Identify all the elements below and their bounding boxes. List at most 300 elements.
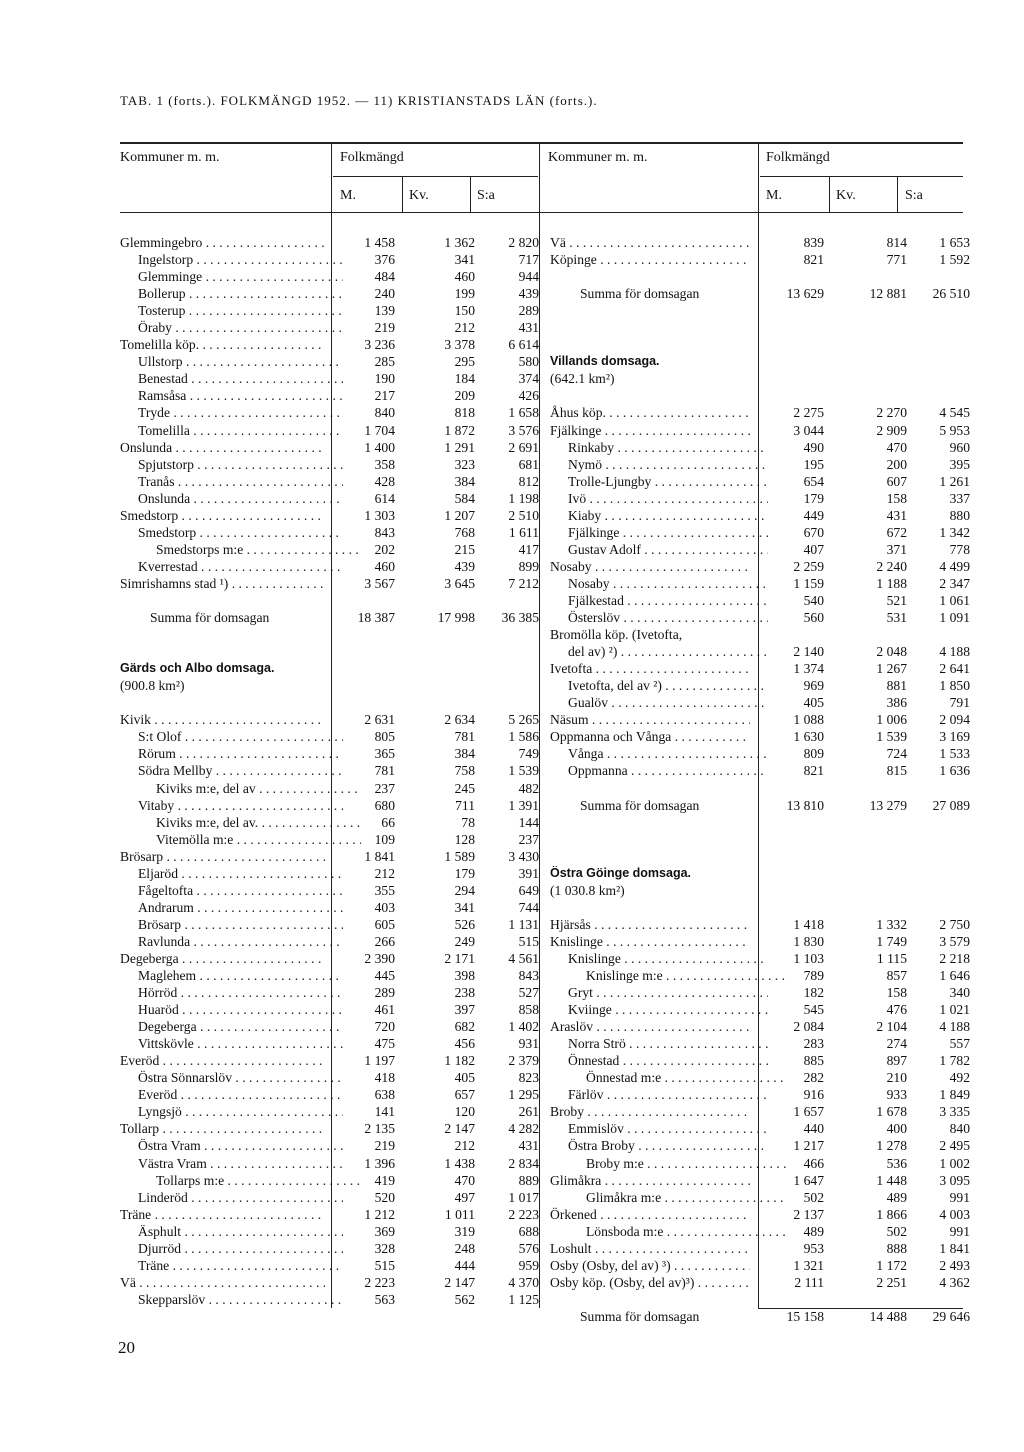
- men-value: 605: [374, 916, 395, 932]
- total-value: 5 265: [508, 712, 539, 728]
- kommun-label: Kivik . . .: [120, 712, 325, 728]
- women-value: 1 115: [876, 950, 907, 966]
- kommun-label: Knislinge m:e . . .: [550, 968, 786, 984]
- spacer-row: [550, 815, 750, 832]
- total-value: 2 834: [508, 1155, 539, 1171]
- table-row: [550, 1155, 970, 1173]
- men-value: 1 197: [364, 1053, 395, 1069]
- spacer-row: [550, 900, 750, 917]
- women-value: 245: [454, 780, 475, 796]
- kommun-label: Tomelilla köp. . . .: [120, 337, 325, 353]
- total-value: 4 545: [939, 405, 970, 421]
- women-value: 3 645: [444, 575, 475, 591]
- kommun-label: Ivetofta . . .: [550, 661, 750, 677]
- table-row: [120, 337, 539, 354]
- header-bottom-rule: [120, 212, 963, 213]
- kommun-label: Vä . . .: [120, 1275, 325, 1291]
- total-value: 717: [518, 252, 539, 268]
- women-value: 2 240: [876, 558, 907, 574]
- table-row: [550, 950, 970, 968]
- note-row: [550, 883, 750, 900]
- total-value: 1 592: [939, 252, 970, 268]
- total-value: 417: [518, 541, 539, 557]
- table-row: [550, 439, 970, 457]
- women-value: 323: [454, 456, 475, 472]
- table-row: [550, 1206, 970, 1224]
- women-value: 521: [886, 592, 907, 608]
- kommun-label: Vä . . .: [550, 235, 750, 251]
- table-row: [550, 473, 970, 491]
- table-row: [120, 814, 539, 832]
- men-value: 449: [803, 507, 824, 523]
- total-value: 2 218: [939, 950, 970, 966]
- total-value: 237: [518, 831, 539, 847]
- total-value: 1 841: [939, 1240, 970, 1256]
- women-value: 248: [454, 1240, 475, 1256]
- total-value: 431: [518, 1138, 539, 1154]
- total-value: 261: [518, 1104, 539, 1120]
- kommun-label: Gärds och Albo domsaga.: [120, 661, 275, 676]
- men-value: 3 044: [793, 422, 824, 438]
- table-row: [550, 235, 970, 252]
- domsaga-heading: [550, 354, 750, 371]
- men-value: 283: [803, 1036, 824, 1052]
- table-row: [120, 269, 539, 286]
- total-value: 2 379: [508, 1053, 539, 1069]
- table-row: [120, 456, 539, 474]
- total-value: 27 089: [932, 797, 970, 813]
- total-value: 4 188: [939, 1019, 970, 1035]
- total-value: 7 212: [508, 575, 539, 591]
- header-kommuner-left: Kommuner m. m.: [120, 150, 220, 165]
- men-value: 428: [374, 473, 395, 489]
- women-value: 341: [454, 252, 475, 268]
- total-value: 3 169: [939, 729, 970, 745]
- men-value: 2 390: [364, 950, 395, 966]
- total-value: 1 646: [939, 968, 970, 984]
- women-value: 470: [454, 1172, 475, 1188]
- men-value: 419: [374, 1172, 395, 1188]
- page-number: 20: [118, 1338, 135, 1357]
- table-row: [550, 1240, 970, 1258]
- men-value: 1 212: [364, 1206, 395, 1222]
- total-value: 2 510: [508, 507, 539, 523]
- total-value: 4 499: [939, 558, 970, 574]
- table-row: [120, 1070, 539, 1087]
- table-row: [120, 848, 539, 866]
- women-value: 933: [886, 1087, 907, 1103]
- men-value: 266: [374, 933, 395, 949]
- kommun-label: Benestad . . .: [120, 371, 343, 387]
- men-value: 440: [803, 1121, 824, 1137]
- kommun-label: Gustav Adolf . . .: [550, 542, 768, 558]
- men-value: 418: [374, 1070, 395, 1086]
- women-value: 1 182: [444, 1053, 475, 1069]
- kommun-label: Östra Göinge domsaga.: [550, 865, 692, 880]
- kommun-label: Villands domsaga.: [550, 354, 660, 369]
- men-value: 821: [803, 763, 824, 779]
- folkmangd-right-rule: [760, 176, 963, 177]
- spacer-row: [550, 388, 750, 405]
- kommun-label: Önnestad . . .: [550, 1053, 768, 1069]
- total-value: 2 094: [939, 712, 970, 728]
- table-row: [120, 1189, 539, 1207]
- total-value: 492: [949, 1070, 970, 1086]
- men-value: 2 275: [793, 405, 824, 421]
- women-value: 179: [454, 865, 475, 881]
- kommun-label: Vittskövle . . .: [120, 1036, 343, 1052]
- men-value: 240: [374, 286, 395, 302]
- table-row: [550, 968, 970, 985]
- kommun-label: Lönsboda m:e . . .: [550, 1224, 786, 1240]
- women-value: 398: [454, 968, 475, 984]
- men-value: 1 458: [364, 235, 395, 250]
- table-row: [120, 524, 539, 542]
- table-row: [550, 763, 970, 780]
- table-row: [120, 1036, 539, 1053]
- kommun-label: Östra Sönnarslöv . . .: [120, 1070, 343, 1086]
- table-row: [550, 252, 970, 269]
- men-value: 1 630: [793, 729, 824, 745]
- kommun-label: Nymö . . .: [550, 457, 768, 473]
- men-value: 670: [803, 524, 824, 540]
- men-value: 3 236: [364, 337, 395, 353]
- total-value: 36 385: [501, 610, 539, 626]
- kommun-label: Loshult . . .: [550, 1241, 750, 1257]
- total-value: 744: [518, 899, 539, 915]
- men-value: 1 396: [364, 1155, 395, 1171]
- men-value: 1 321: [793, 1257, 824, 1273]
- women-value: 758: [454, 763, 475, 779]
- total-value: 26 510: [932, 286, 970, 302]
- women-value: 2 147: [444, 1121, 475, 1137]
- men-value: 182: [803, 985, 824, 1001]
- table-row: [120, 797, 539, 815]
- men-value: 821: [803, 252, 824, 268]
- kommun-label: Bollerup . . .: [120, 286, 343, 302]
- kommun-label: Summa för domsagan: [580, 1308, 700, 1324]
- women-value: 2 171: [444, 950, 475, 966]
- kommun-label: Osby köp. (Osby, del av)³) . . .: [550, 1275, 750, 1291]
- kommun-label: Everöd . . .: [120, 1053, 325, 1069]
- kommun-label: Degeberga . . .: [120, 951, 325, 967]
- table-row: [550, 1019, 970, 1036]
- total-value: 2 641: [939, 661, 970, 677]
- kommun-label: S:t Olof . . .: [120, 729, 343, 745]
- total-value: 2 347: [939, 575, 970, 591]
- total-value: 1 391: [508, 797, 539, 813]
- table-row: [550, 422, 970, 440]
- women-value: 128: [454, 831, 475, 847]
- note-row: [550, 627, 750, 644]
- kommun-label: Rörum . . .: [120, 746, 343, 762]
- total-value: 515: [518, 933, 539, 949]
- note-row: [550, 371, 750, 388]
- table-row: [550, 507, 970, 525]
- women-value: 1 267: [876, 661, 907, 677]
- total-value: 4 003: [939, 1206, 970, 1222]
- kommun-label: Hjärsås . . .: [550, 917, 750, 933]
- women-value: 1 011: [444, 1206, 475, 1222]
- kommun-label: Eljaröd . . .: [120, 866, 343, 882]
- kommun-label: Tryde . . .: [120, 405, 343, 421]
- kommun-label: Maglehem . . .: [120, 968, 343, 984]
- men-value: 328: [374, 1240, 395, 1256]
- women-value: 14 488: [869, 1308, 907, 1324]
- table-row: [550, 661, 970, 678]
- table-row: [120, 1291, 539, 1309]
- total-value: 944: [518, 269, 539, 285]
- women-value: 209: [454, 388, 475, 404]
- men-value: 1 400: [364, 439, 395, 455]
- table-row: [120, 1087, 539, 1104]
- men-value: 179: [803, 490, 824, 506]
- kommun-label: Skepparslöv . . .: [120, 1292, 343, 1308]
- header-folkmangd-left: Folkmängd: [340, 150, 404, 165]
- total-value: 880: [949, 507, 970, 523]
- women-value: 249: [454, 933, 475, 949]
- men-value: 540: [803, 592, 824, 608]
- men-value: 789: [803, 968, 824, 984]
- total-value: 1 021: [939, 1002, 970, 1018]
- table-row: [120, 235, 539, 252]
- right-table-body: [550, 235, 970, 1326]
- kommun-label: Färlöv . . .: [550, 1087, 768, 1103]
- women-value: 497: [454, 1189, 475, 1205]
- spacer-row: [120, 644, 418, 661]
- men-value: 1 657: [793, 1104, 824, 1120]
- men-value: 490: [803, 439, 824, 455]
- total-value: 1 125: [508, 1291, 539, 1307]
- women-value: 584: [454, 490, 475, 506]
- spacer-row: [120, 627, 418, 644]
- women-value: 881: [886, 678, 907, 694]
- men-value: 969: [803, 678, 824, 694]
- men-value: 219: [374, 1138, 395, 1154]
- men-value: 141: [374, 1104, 395, 1120]
- table-row: [550, 1172, 970, 1190]
- women-value: 215: [454, 541, 475, 557]
- table-row: [120, 1223, 539, 1241]
- total-value: 858: [518, 1002, 539, 1018]
- men-value: 282: [803, 1070, 824, 1086]
- women-value: 158: [886, 985, 907, 1001]
- women-value: 897: [886, 1053, 907, 1069]
- kommun-label: Ingelstorp . . .: [120, 252, 343, 268]
- total-value: 4 188: [939, 644, 970, 660]
- table-row: [120, 1121, 539, 1138]
- spacer-row: [120, 593, 418, 610]
- women-value: 1 678: [876, 1104, 907, 1120]
- table-row: [120, 1155, 539, 1173]
- kommun-label: Glimåkra m:e . . .: [550, 1190, 786, 1206]
- total-value: 289: [518, 303, 539, 319]
- spacer-row: [550, 320, 750, 337]
- table-row: [550, 712, 970, 729]
- men-value: 560: [803, 610, 824, 626]
- men-value: 190: [374, 371, 395, 387]
- kommun-label: Östra Broby . . .: [550, 1138, 768, 1154]
- men-value: 217: [374, 388, 395, 404]
- table-row: [550, 678, 970, 695]
- kommun-label: Ivö . . .: [550, 491, 768, 507]
- total-value: 1 261: [939, 473, 970, 489]
- domsaga-heading: [120, 661, 418, 678]
- women-value: 526: [454, 916, 475, 932]
- kommun-label: Träne . . .: [120, 1258, 343, 1274]
- women-value: 1 448: [876, 1172, 907, 1188]
- total-value: 840: [949, 1121, 970, 1137]
- table-row: [120, 303, 539, 320]
- women-value: 1 332: [876, 916, 907, 932]
- kommun-label: Lyngsjö . . .: [120, 1104, 343, 1120]
- kommun-label: Summa för domsagan: [580, 797, 700, 813]
- total-value: 791: [949, 695, 970, 711]
- note-row: [120, 678, 418, 695]
- kommun-label: Södra Mellby . . .: [120, 763, 343, 779]
- women-value: 711: [455, 797, 475, 813]
- women-value: 2 270: [876, 405, 907, 421]
- kommun-label: Fjälkinge . . .: [550, 423, 750, 439]
- men-value: 461: [374, 1002, 395, 1018]
- women-value: 815: [886, 763, 907, 779]
- total-value: 580: [518, 354, 539, 370]
- men-value: 520: [374, 1189, 395, 1205]
- table-row: [550, 1002, 970, 1019]
- summary-row: [550, 797, 970, 815]
- kommun-label: Äsphult . . .: [120, 1224, 343, 1240]
- men-value: 445: [374, 968, 395, 984]
- total-value: 1 539: [508, 763, 539, 779]
- men-value: 2 137: [793, 1206, 824, 1222]
- kommun-label: Kviinge . . .: [550, 1002, 768, 1018]
- total-value: 1 533: [939, 746, 970, 762]
- men-value: 466: [803, 1155, 824, 1171]
- table-row: [120, 439, 539, 457]
- total-value: 4 370: [508, 1274, 539, 1290]
- table-row: [120, 1172, 539, 1190]
- table-row: [120, 286, 539, 303]
- women-value: 456: [454, 1036, 475, 1052]
- table-row: [120, 422, 539, 440]
- men-value: 680: [374, 797, 395, 813]
- kommun-label: Fjälkinge . . .: [550, 525, 768, 541]
- table-row: [120, 1240, 539, 1258]
- women-value: 17 998: [437, 610, 475, 626]
- summary-row: [120, 610, 539, 627]
- spacer-row: [550, 337, 750, 354]
- left-table-body: [120, 235, 540, 1309]
- spacer-row: [550, 1292, 750, 1309]
- men-value: 219: [374, 320, 395, 336]
- women-value: 294: [454, 882, 475, 898]
- table-row: [550, 405, 970, 422]
- kommun-label: Glimåkra . . .: [550, 1173, 750, 1189]
- men-value: 515: [374, 1257, 395, 1273]
- table-row: [120, 746, 539, 763]
- total-value: 1 402: [508, 1019, 539, 1035]
- men-value: 358: [374, 456, 395, 472]
- men-value: 13 629: [786, 286, 824, 302]
- col-rule-7: [897, 176, 898, 212]
- women-value: 439: [454, 558, 475, 574]
- table-row: [120, 575, 539, 593]
- men-value: 285: [374, 354, 395, 370]
- table-row: [120, 541, 539, 559]
- kommun-label: Ramsåsa . . .: [120, 388, 343, 404]
- header-m-right: M.: [766, 188, 782, 203]
- total-value: 3 576: [508, 422, 539, 438]
- men-value: 1 418: [793, 916, 824, 932]
- table-row: [120, 831, 539, 849]
- women-value: 2 048: [876, 644, 907, 660]
- men-value: 484: [374, 269, 395, 285]
- table-row: [120, 985, 539, 1002]
- total-value: 3 095: [939, 1172, 970, 1188]
- table-row: [120, 1019, 539, 1036]
- men-value: 1 374: [793, 661, 824, 677]
- total-value: 812: [518, 473, 539, 489]
- men-value: 2 259: [793, 558, 824, 574]
- kommun-label: del av) ²) . . .: [550, 644, 768, 660]
- total-value: 1 091: [939, 610, 970, 626]
- total-value: 6 614: [508, 337, 539, 353]
- women-value: 78: [461, 814, 475, 830]
- men-value: 638: [374, 1087, 395, 1103]
- total-value: 482: [518, 780, 539, 796]
- men-value: 195: [803, 456, 824, 472]
- kommun-label: Nosaby . . .: [550, 559, 750, 575]
- table-row: [120, 354, 539, 371]
- total-value: 688: [518, 1223, 539, 1239]
- total-value: 649: [518, 882, 539, 898]
- kommun-label: Brösarp . . .: [120, 917, 343, 933]
- men-value: 1 303: [364, 507, 395, 523]
- kommun-label: Vitaby . . .: [120, 798, 343, 814]
- table-row: [550, 695, 970, 712]
- table-row: [120, 763, 539, 780]
- men-value: 781: [374, 763, 395, 779]
- spacer-row: [550, 303, 750, 320]
- table-row: [120, 1257, 539, 1275]
- women-value: 397: [454, 1002, 475, 1018]
- men-value: 18 387: [357, 610, 395, 626]
- men-value: 2 084: [793, 1019, 824, 1035]
- women-value: 150: [454, 303, 475, 319]
- men-value: 2 223: [364, 1274, 395, 1290]
- table-row: [120, 882, 539, 900]
- women-value: 1 291: [444, 439, 475, 455]
- women-value: 120: [454, 1104, 475, 1120]
- kommun-label: Emmislöv . . .: [550, 1121, 768, 1137]
- kommun-label: Nosaby . . .: [550, 576, 768, 592]
- table-row: [550, 1121, 970, 1138]
- women-value: 470: [886, 439, 907, 455]
- kommun-label: Summa för domsagan: [150, 610, 270, 626]
- kommun-label: Degeberga . . .: [120, 1019, 343, 1035]
- women-value: 607: [886, 473, 907, 489]
- total-value: 3 430: [508, 848, 539, 864]
- table-row: [550, 746, 970, 763]
- total-value: 991: [949, 1223, 970, 1239]
- kommun-label: Örkened . . .: [550, 1207, 750, 1223]
- kommun-label: Näsum . . .: [550, 712, 750, 728]
- total-value: 2 493: [939, 1257, 970, 1273]
- col-rule-2: [402, 176, 403, 212]
- table-row: [120, 371, 539, 388]
- total-value: 374: [518, 371, 539, 387]
- table-row: [550, 1087, 970, 1104]
